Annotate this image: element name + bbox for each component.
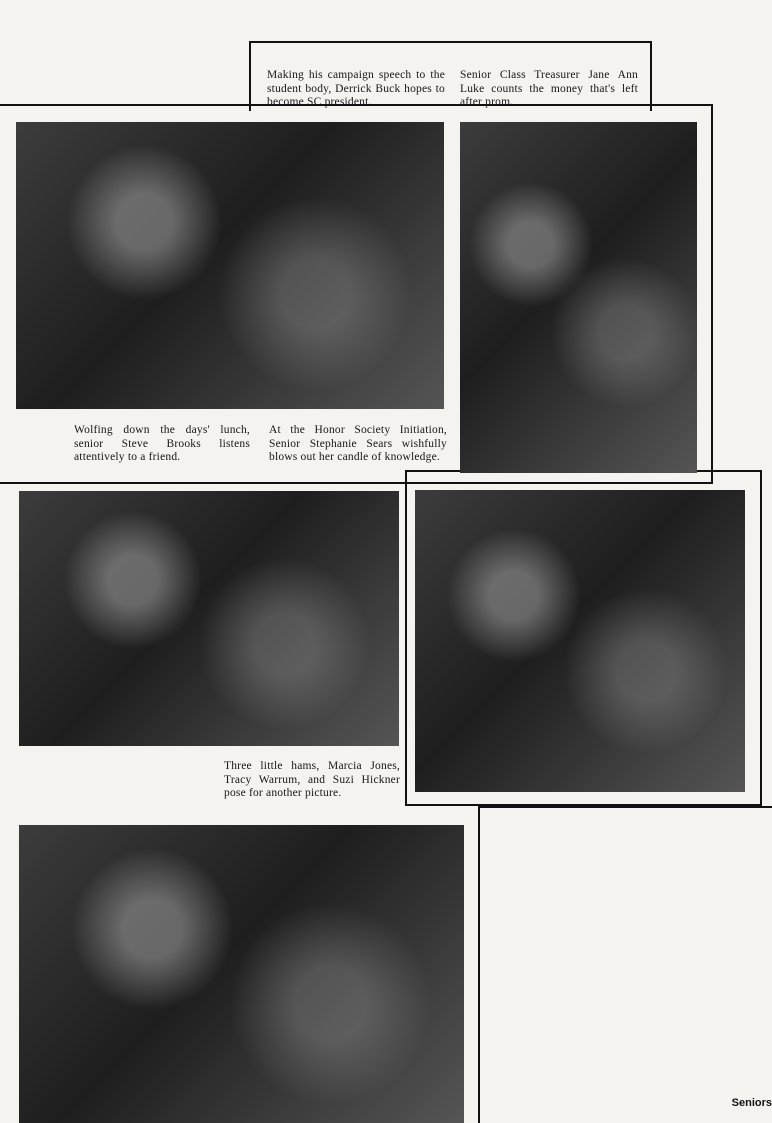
photo-campaign-speech bbox=[16, 122, 444, 409]
photo-counting-money bbox=[460, 122, 697, 473]
photo-lunch-drinking bbox=[19, 491, 399, 746]
caption-steve-brooks: Wolfing down the days' lunch, senior Steve Brooks listens attentively to a friend. bbox=[74, 424, 250, 463]
caption-derrick-buck: Making his campaign speech to the student body, Derrick Buck hopes to become SC president. bbox=[267, 69, 445, 108]
bottom-right-border bbox=[478, 806, 772, 1123]
page-folio: Seniors bbox=[731, 1097, 772, 1109]
photo-honor-society-candle bbox=[415, 490, 745, 792]
caption-three-little-hams: Three little hams, Marcia Jones, Tracy Warrum, and Suzi Hickner pose for another picture. bbox=[224, 760, 400, 799]
caption-jane-ann-luke: Senior Class Treasurer Jane Ann Luke counts the money that's left after prom. bbox=[460, 69, 638, 108]
photo-three-girls bbox=[19, 825, 464, 1123]
caption-stephanie-sears: At the Honor Society Initiation, Senior Stephanie Sears wishfully blows out her candle of knowledge. bbox=[269, 424, 447, 463]
